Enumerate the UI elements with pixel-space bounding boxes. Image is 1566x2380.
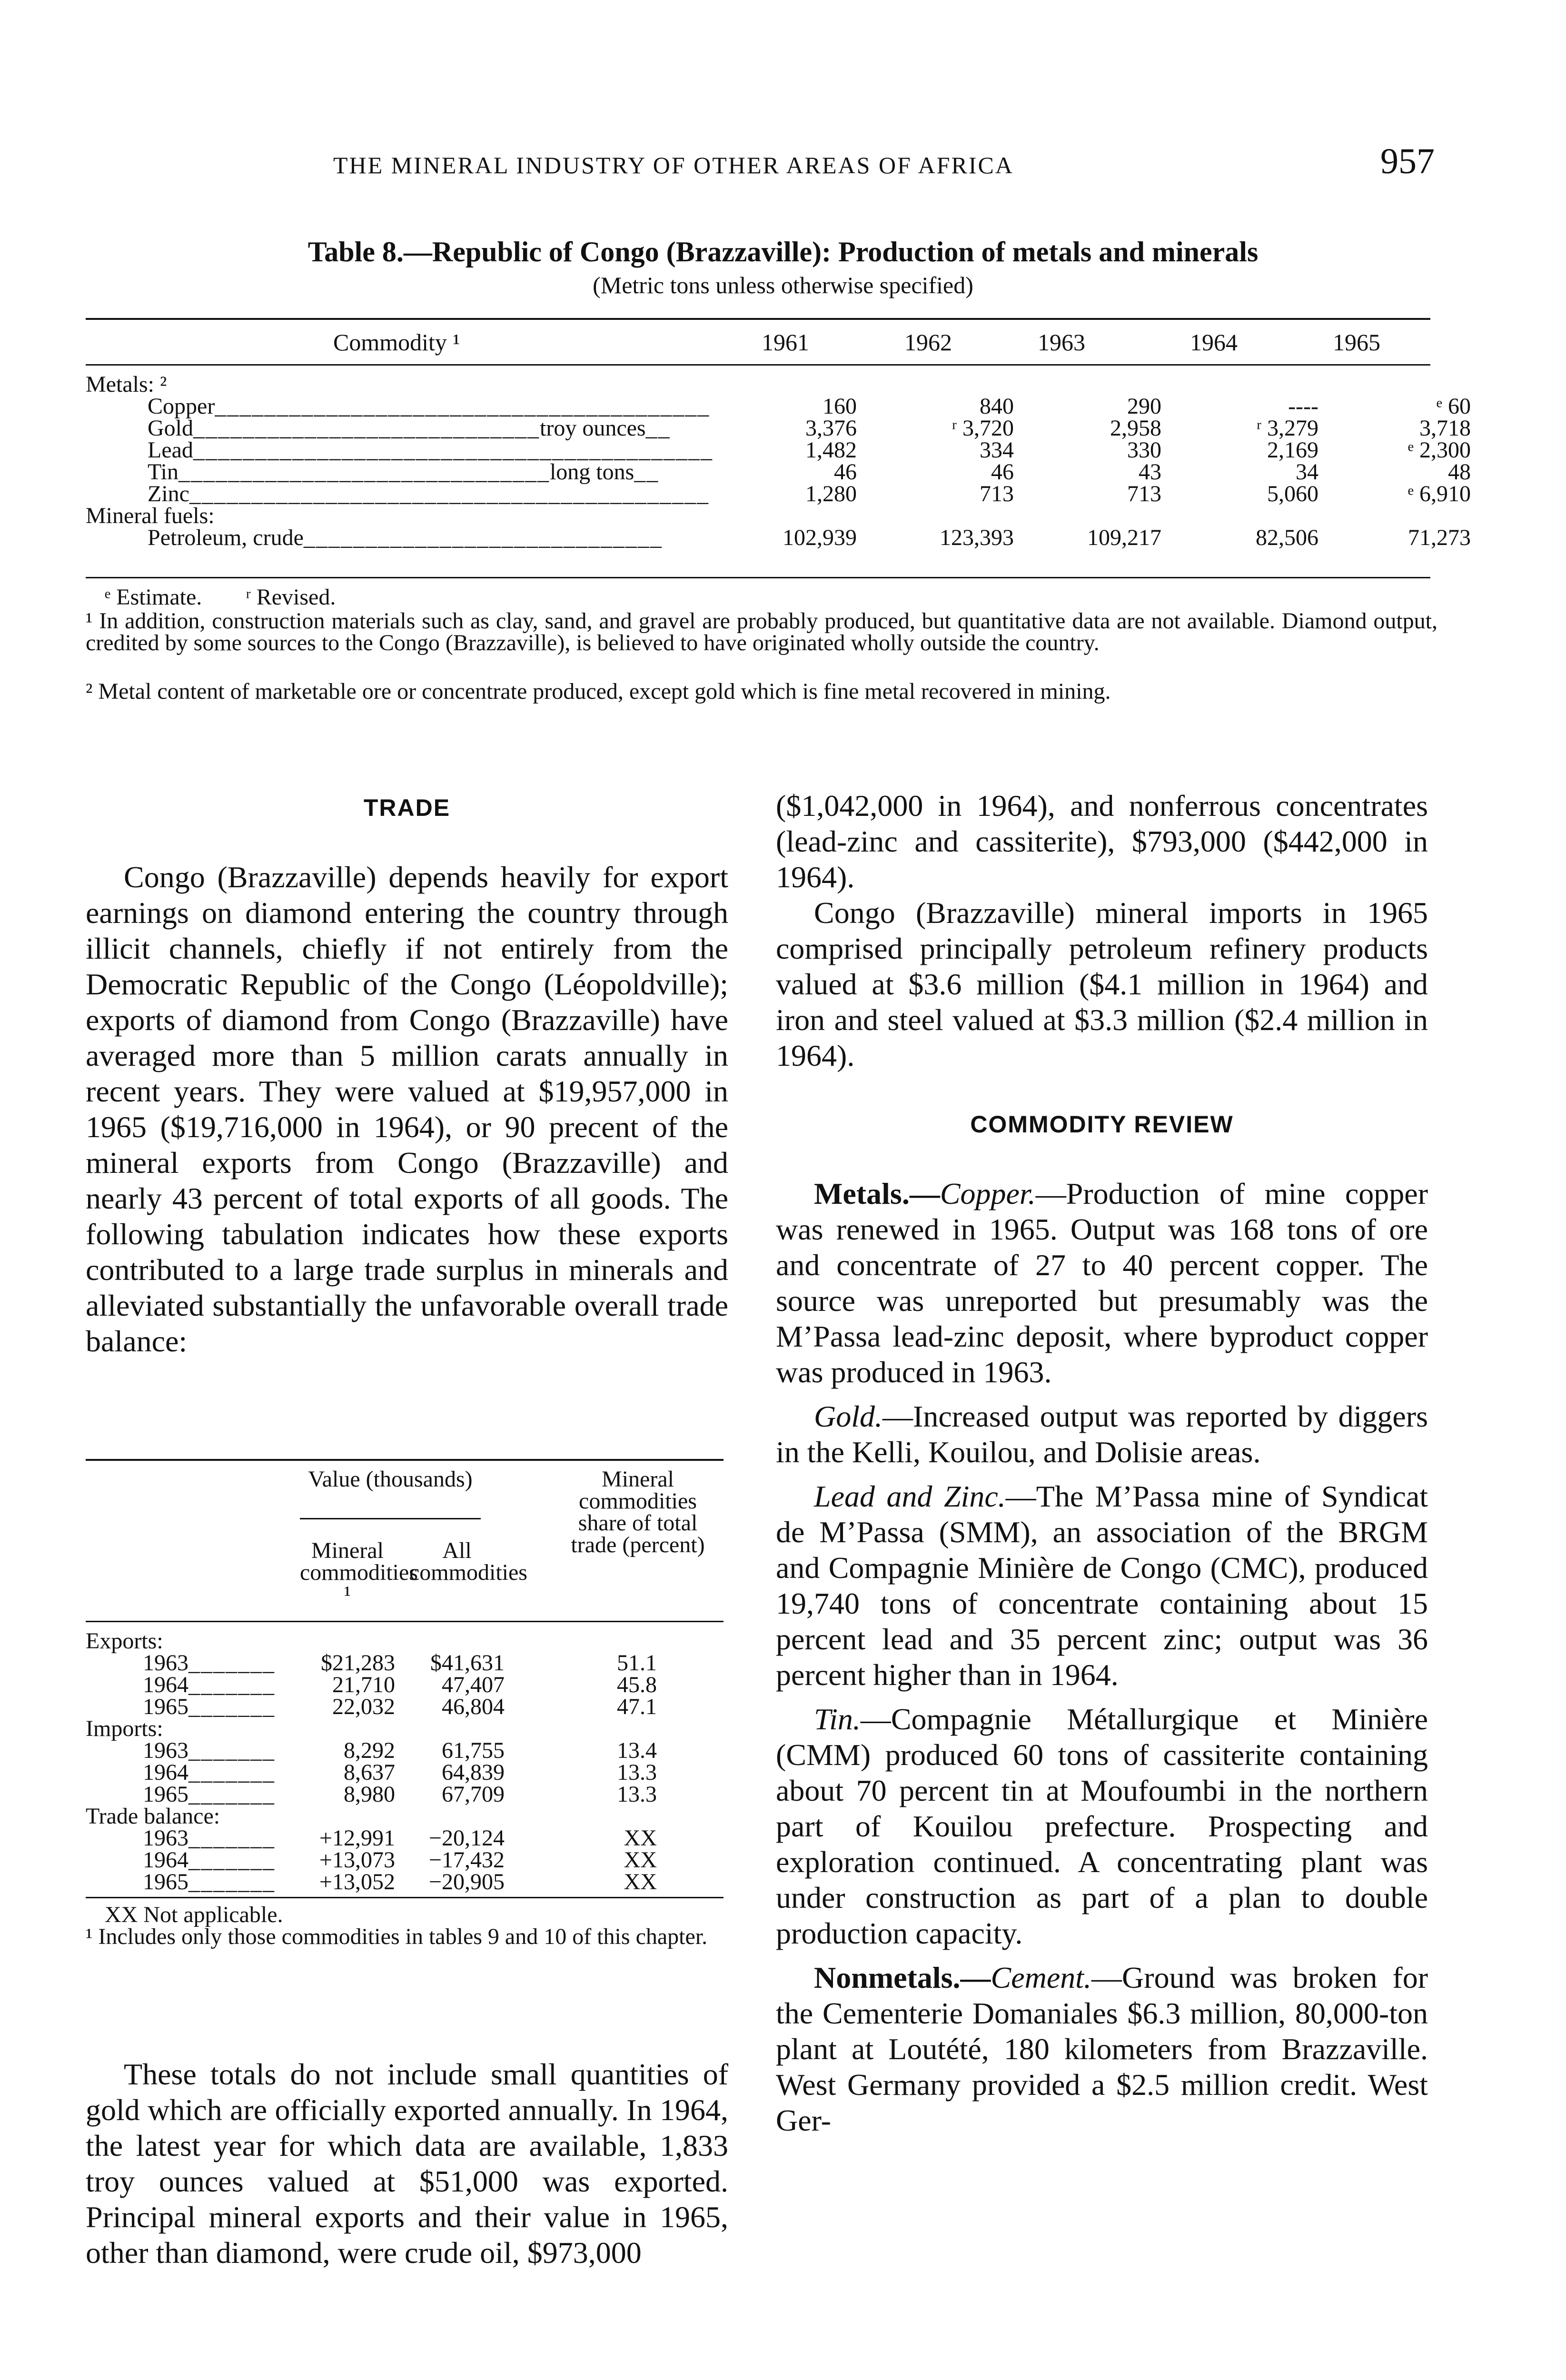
year-header: 1961 xyxy=(762,329,809,356)
note-estimate: ᵉ Estimate. xyxy=(105,585,202,610)
cell-share: 13.3 xyxy=(617,1760,657,1785)
cell-mineral: 21,710 xyxy=(332,1672,395,1697)
header-rule xyxy=(86,1621,724,1622)
production-table xyxy=(86,372,1471,574)
cell-all: 61,755 xyxy=(442,1738,505,1763)
cement-lead: Cement. xyxy=(991,1961,1092,1994)
row-year: 1964 xyxy=(143,1847,188,1873)
cell-mineral: +12,991 xyxy=(319,1825,395,1851)
cell-value: 123,393 xyxy=(940,525,1014,550)
cell-mineral: 8,292 xyxy=(344,1738,395,1763)
table-notes-legend xyxy=(86,586,1437,608)
copper-paragraph xyxy=(776,1176,1428,1390)
table-row: Lead__________________________________________ xyxy=(148,437,713,463)
table-row: Petroleum, crude_____________________________ xyxy=(148,525,663,550)
row-label: Lead xyxy=(148,437,193,463)
cell-value: ʳ 3,279 xyxy=(1256,416,1318,441)
cell-value: 43 xyxy=(1139,459,1161,485)
cell-value: ᵉ 2,300 xyxy=(1407,437,1471,463)
row-label: Petroleum, crude xyxy=(148,525,304,550)
row-unit: long tons xyxy=(549,459,634,485)
cell-value: 102,939 xyxy=(783,525,857,550)
row-year: 1963 xyxy=(143,1738,188,1763)
cell-value: 46 xyxy=(834,459,857,485)
share-header: Mineral commodities share of total trade (percent) xyxy=(571,1467,705,1557)
year-header: 1964 xyxy=(1190,329,1238,356)
cell-value: ---- xyxy=(1288,394,1318,419)
trade-table-top-rule xyxy=(86,1459,724,1461)
cell-all: 46,804 xyxy=(442,1694,505,1719)
copper-lead: Copper. xyxy=(940,1177,1036,1210)
gold-lead: Gold. xyxy=(814,1399,882,1433)
table-row: 1965_______ xyxy=(143,1782,275,1807)
lead-zinc-lead: Lead and Zinc. xyxy=(814,1479,1006,1513)
table-subtitle: (Metric tons unless otherwise specified) xyxy=(593,272,973,298)
cement-paragraph xyxy=(776,1960,1428,2138)
row-label: Zinc xyxy=(148,481,189,506)
cell-value: 330 xyxy=(1127,437,1161,463)
table-row: 1964_______ xyxy=(143,1847,275,1873)
cell-mineral: 8,637 xyxy=(344,1760,395,1785)
value-header-rule xyxy=(300,1518,481,1519)
table-footnote-1: ¹ In addition, construction materials such as clay, sand, and gravel are probably produced, but quantitative data are not available. Diamond output, credited by some sources to the Congo (Brazzaville), is believed to have originated wholly outside the country. xyxy=(86,608,1437,655)
cell-share: 13.4 xyxy=(617,1738,657,1763)
row-year: 1964 xyxy=(143,1672,188,1697)
table-row: 1963_______ xyxy=(143,1738,275,1763)
cell-value: 46 xyxy=(991,459,1014,485)
group-label: Imports: xyxy=(86,1716,163,1741)
mineral-col-header: Mineral commodities ¹ xyxy=(300,1538,418,1607)
cell-value: 3,718 xyxy=(1419,416,1471,441)
cell-value: ᵉ 6,910 xyxy=(1407,481,1471,506)
cell-share: 51.1 xyxy=(617,1650,657,1676)
left-column-continued xyxy=(86,2056,728,2271)
trade-table xyxy=(86,1468,724,1935)
running-head: THE MINERAL INDUSTRY OF OTHER AREAS OF AFRICA xyxy=(333,152,1014,178)
gold-paragraph xyxy=(776,1398,1428,1470)
trade-paragraph: Congo (Brazzaville) depends heavily for export earnings on diamond entering the country through illicit channels, chiefly if not entirely from the Democratic Republic of the Congo (Léopoldville); exports of diamond from Congo (Brazzaville) have averaged more than 5 million carats annually in recent years. They were valued at $19,957,000 in 1965 ($19,716,000 in 1964), or 90 precent of the mineral exports from Congo (Brazzaville) and nearly 43 percent of total exports of all goods. The following tabulation indicates how these exports contributed to a large trade surplus in minerals and alleviated substantially the unfavorable overall trade balance: xyxy=(86,860,728,1358)
cell-value: 840 xyxy=(980,394,1014,419)
cell-value: 109,217 xyxy=(1087,525,1161,550)
table-row: 1965_______ xyxy=(143,1869,275,1894)
row-year: 1964 xyxy=(143,1760,188,1785)
cell-value: ᵉ 60 xyxy=(1436,394,1471,419)
row-year: 1963 xyxy=(143,1825,188,1851)
cell-all: −20,905 xyxy=(428,1869,505,1894)
row-label: Tin xyxy=(148,459,178,485)
table-title: Table 8.—Republic of Congo (Brazzaville): Production of metals and minerals xyxy=(307,236,1259,268)
row-year: 1965 xyxy=(143,1694,188,1719)
table-row: Zinc__________________________________________ xyxy=(148,481,709,506)
left-column xyxy=(86,790,728,1359)
metals-lead: Metals.— xyxy=(814,1177,940,1210)
cell-all: 64,839 xyxy=(442,1760,505,1785)
lead-zinc-text: —The M’Passa mine of Syndicat de M’Passa (SMM), an association of the BRGM and Compagnie Minière de Congo (CMC), produced 19,740 tons of concentrate containing about 15 percent lead and 35 percent zinc; output was 36 percent higher than in 1964. xyxy=(776,1479,1428,1692)
cell-value: 1,482 xyxy=(805,437,857,463)
cell-share: XX xyxy=(624,1847,657,1873)
group-label: Trade balance: xyxy=(86,1804,220,1829)
year-header: 1963 xyxy=(1038,329,1085,356)
cell-value: 5,060 xyxy=(1267,481,1318,506)
table-header-rule xyxy=(86,364,1430,366)
table-row: 1964_______ xyxy=(143,1760,275,1785)
trade-footnote-1: ¹ Includes only those commodities in tables 9 and 10 of this chapter. xyxy=(86,1924,708,1949)
cement-text: —Ground was broken for the Cementerie Domaniales $6.3 million, 80,000-ton plant at Loutété, 180 kilometers from Brazzaville. West Germany provided a $2.5 million credit. West Ger- xyxy=(776,1961,1428,2137)
table-footnote-2: ² Metal content of marketable ore or concentrate produced, except gold which is fine metal recovered in mining. xyxy=(86,679,1111,704)
table-row: 1963_______ xyxy=(143,1650,275,1676)
table-row: Tin______________________________long tons__ xyxy=(148,459,659,485)
table-row: 1964_______ xyxy=(143,1672,275,1697)
cell-value: 48 xyxy=(1448,459,1471,485)
commodity-header: Commodity ¹ xyxy=(333,329,460,356)
trade-table-bottom-rule xyxy=(86,1897,724,1898)
row-year: 1965 xyxy=(143,1782,188,1807)
cell-all: 47,407 xyxy=(442,1672,505,1697)
tin-paragraph xyxy=(776,1701,1428,1951)
cell-mineral: 22,032 xyxy=(332,1694,395,1719)
trade-table-notes xyxy=(86,1904,724,1948)
table-row: Copper________________________________________ xyxy=(148,394,710,419)
table-row: 1965_______ xyxy=(143,1694,275,1719)
cell-value: 3,376 xyxy=(805,416,857,441)
exports-continued-paragraph: ($1,042,000 in 1964), and nonferrous concentrates (lead-zinc and cassiterite), $793,000 ($442,000 in 1964). xyxy=(776,789,1428,894)
cell-mineral: 8,980 xyxy=(344,1782,395,1807)
cell-mineral: +13,073 xyxy=(319,1847,395,1873)
cell-value: 2,169 xyxy=(1267,437,1318,463)
cell-all: $41,631 xyxy=(430,1650,505,1676)
table-row: Gold____________________________troy ounces__ xyxy=(148,416,671,441)
group-label: Mineral fuels: xyxy=(86,503,215,528)
cell-value: 1,280 xyxy=(805,481,857,506)
cell-value: 82,506 xyxy=(1256,525,1318,550)
value-header: Value (thousands) xyxy=(308,1467,473,1492)
group-label: Metals: ² xyxy=(86,372,167,397)
cell-value: 34 xyxy=(1296,459,1318,485)
cell-value: 160 xyxy=(823,394,857,419)
gold-exports-paragraph: These totals do not include small quantities of gold which are officially exported annually. In 1964, the latest year for which data are available, 1,833 troy ounces valued at $51,000 was exported. Principal mineral exports and their value in 1965, other than diamond, were crude oil, $973,000 xyxy=(86,2057,728,2270)
row-label: Gold xyxy=(148,416,193,441)
all-col-header: All commodities xyxy=(409,1538,527,1585)
cell-all: −17,432 xyxy=(428,1847,505,1873)
cell-value: 71,273 xyxy=(1408,525,1471,550)
note-xx: XX Not applicable. xyxy=(105,1902,283,1927)
gold-text: —Increased output was reported by diggers in the Kelli, Kouilou, and Dolisie areas. xyxy=(776,1399,1428,1469)
table-bottom-rule xyxy=(86,577,1430,578)
cell-value: 290 xyxy=(1127,394,1161,419)
year-header: 1962 xyxy=(904,329,952,356)
copper-text: —Production of mine copper was renewed in 1965. Output was 168 tons of ore and concentrate of 27 to 40 percent copper. The source was unreported but presumably was the M’Passa lead-zinc deposit, where byproduct copper was produced in 1963. xyxy=(776,1177,1428,1389)
tin-text: —Compagnie Métallurgique et Minière (CMM) produced 60 tons of cassiterite containing about 70 percent tin at Moufoumbi in the northern part of Kouilou prefecture. Prospecting and exploration continued. A concentrating plant was under construction as part of a plan to double production capacity. xyxy=(776,1702,1428,1950)
lead-zinc-paragraph xyxy=(776,1478,1428,1693)
cell-value: ʳ 3,720 xyxy=(951,416,1014,441)
tin-lead: Tin. xyxy=(814,1702,861,1736)
page-number: 957 xyxy=(1380,141,1435,181)
section-heading-commodity-review: COMMODITY REVIEW xyxy=(970,1111,1234,1138)
cell-share: XX xyxy=(624,1825,657,1851)
table-top-rule xyxy=(86,318,1430,320)
cell-all: 67,709 xyxy=(442,1782,505,1807)
note-revised: ʳ Revised. xyxy=(246,585,336,610)
cell-share: 45.8 xyxy=(617,1672,657,1697)
cell-mineral: +13,052 xyxy=(319,1869,395,1894)
row-unit: troy ounces xyxy=(540,416,646,441)
cell-value: 2,958 xyxy=(1110,416,1161,441)
cell-value: 713 xyxy=(1127,481,1161,506)
imports-paragraph: Congo (Brazzaville) mineral imports in 1965 comprised principally petroleum refinery products valued at $3.6 million ($4.1 million in 1964) and iron and steel valued at $3.3 million ($2.4 million in 1964). xyxy=(776,896,1428,1072)
year-header: 1965 xyxy=(1333,329,1380,356)
cell-share: 47.1 xyxy=(617,1694,657,1719)
nonmetals-lead: Nonmetals.— xyxy=(814,1961,991,1994)
cell-mineral: $21,283 xyxy=(321,1650,395,1676)
row-label: Copper xyxy=(148,394,215,419)
right-column xyxy=(776,788,1428,2138)
row-year: 1965 xyxy=(143,1869,188,1894)
group-label: Exports: xyxy=(86,1628,163,1654)
cell-value: 713 xyxy=(980,481,1014,506)
cell-share: XX xyxy=(624,1869,657,1894)
cell-value: 334 xyxy=(980,437,1014,463)
row-year: 1963 xyxy=(143,1650,188,1676)
cell-all: −20,124 xyxy=(428,1825,505,1851)
section-heading-trade: TRADE xyxy=(363,794,451,821)
cell-share: 13.3 xyxy=(617,1782,657,1807)
table-row: 1963_______ xyxy=(143,1825,275,1851)
